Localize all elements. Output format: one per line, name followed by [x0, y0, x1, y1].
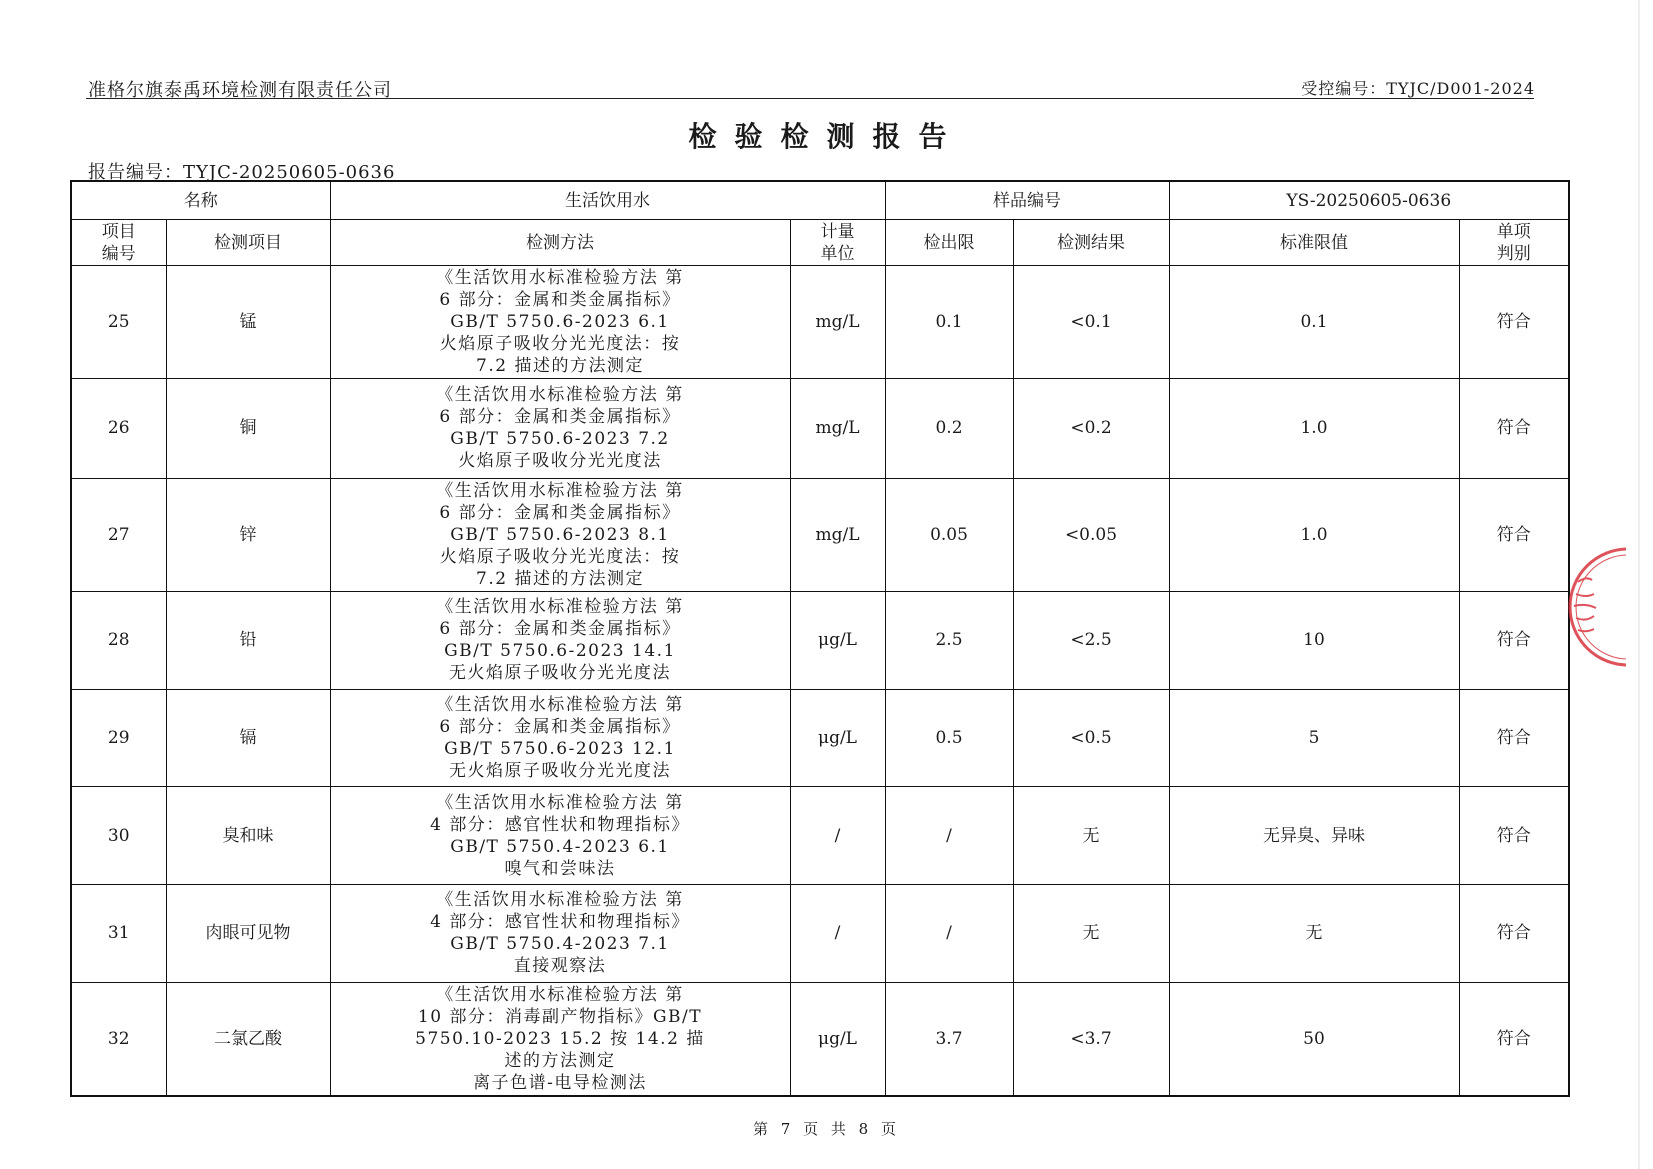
row-standard-limit: 10: [1169, 591, 1459, 689]
row-detection-limit: /: [885, 787, 1013, 885]
row-unit: /: [790, 787, 885, 885]
row-item-no: 32: [71, 982, 166, 1096]
col-result: 检测结果: [1013, 220, 1169, 266]
row-item-name: 锰: [166, 266, 330, 379]
row-item-name: 臭和味: [166, 787, 330, 885]
row-unit: μg/L: [790, 689, 885, 787]
report-title: 检验检测报告: [688, 120, 965, 153]
row-method: 《生活饮用水标准检验方法 第 6 部分：金属和类金属指标》 GB/T 5750.6-2023 7.2 火焰原子吸收分光光度法: [330, 379, 790, 479]
row-item-no: 25: [71, 266, 166, 379]
row-detection-limit: /: [885, 885, 1013, 983]
name-label: 名称: [71, 181, 330, 220]
row-method: 《生活饮用水标准检验方法 第 4 部分：感官性状和物理指标》 GB/T 5750.4-2023 7.1 直接观察法: [330, 885, 790, 983]
col-judge: 单项 判别: [1459, 220, 1569, 266]
row-result: <0.2: [1013, 379, 1169, 479]
col-unit: 计量 单位: [790, 220, 885, 266]
table-row: [71, 266, 1569, 379]
page-edge: [1638, 0, 1640, 1169]
row-detection-limit: 0.2: [885, 379, 1013, 479]
row-unit: mg/L: [790, 266, 885, 379]
row-item-name: 锌: [166, 478, 330, 591]
row-item-no: 31: [71, 885, 166, 983]
row-detection-limit: 2.5: [885, 591, 1013, 689]
row-item-name: 铅: [166, 591, 330, 689]
sample-value: YS-20250605-0636: [1169, 181, 1569, 220]
row-method: 《生活饮用水标准检验方法 第 4 部分：感官性状和物理指标》 GB/T 5750.4-2023 6.1 嗅气和尝味法: [330, 787, 790, 885]
row-standard-limit: 1.0: [1169, 379, 1459, 479]
row-result: <0.5: [1013, 689, 1169, 787]
row-standard-limit: 无异臭、异味: [1169, 787, 1459, 885]
table-row: [71, 787, 1569, 885]
row-judgement: 符合: [1459, 787, 1569, 885]
row-method: 《生活饮用水标准检验方法 第 6 部分：金属和类金属指标》 GB/T 5750.6-2023 8.1 火焰原子吸收分光光度法：按 7.2 描述的方法测定: [330, 478, 790, 591]
row-result: <0.05: [1013, 478, 1169, 591]
column-header-row: [71, 220, 1569, 266]
row-method: 《生活饮用水标准检验方法 第 6 部分：金属和类金属指标》 GB/T 5750.6-2023 6.1 火焰原子吸收分光光度法：按 7.2 描述的方法测定: [330, 266, 790, 379]
col-item: 检测项目: [166, 220, 330, 266]
col-method: 检测方法: [330, 220, 790, 266]
row-judgement: 符合: [1459, 885, 1569, 983]
table-row: [71, 982, 1569, 1096]
row-unit: μg/L: [790, 591, 885, 689]
row-unit: /: [790, 885, 885, 983]
table-row: [71, 689, 1569, 787]
row-detection-limit: 3.7: [885, 982, 1013, 1096]
row-item-no: 27: [71, 478, 166, 591]
row-method: 《生活饮用水标准检验方法 第 6 部分：金属和类金属指标》 GB/T 5750.6-2023 14.1 无火焰原子吸收分光光度法: [330, 591, 790, 689]
row-standard-limit: 0.1: [1169, 266, 1459, 379]
table-row: [71, 885, 1569, 983]
row-method: 《生活饮用水标准检验方法 第 6 部分：金属和类金属指标》 GB/T 5750.6-2023 12.1 无火焰原子吸收分光光度法: [330, 689, 790, 787]
row-judgement: 符合: [1459, 478, 1569, 591]
control-number: 受控编号：TYJC/D001-2024: [1301, 79, 1535, 98]
row-item-no: 26: [71, 379, 166, 479]
info-row: [71, 181, 1569, 220]
company-name: 准格尔旗泰禹环境检测有限责任公司: [88, 80, 392, 101]
row-standard-limit: 无: [1169, 885, 1459, 983]
row-result: <0.1: [1013, 266, 1169, 379]
row-standard-limit: 5: [1169, 689, 1459, 787]
row-unit: μg/L: [790, 982, 885, 1096]
header-rule: [86, 98, 1534, 99]
row-item-no: 28: [71, 591, 166, 689]
row-judgement: 符合: [1459, 982, 1569, 1096]
row-judgement: 符合: [1459, 591, 1569, 689]
row-item-name: 肉眼可见物: [166, 885, 330, 983]
row-result: <2.5: [1013, 591, 1169, 689]
row-standard-limit: 50: [1169, 982, 1459, 1096]
report-number: 报告编号：TYJC-20250605-0636: [88, 162, 396, 183]
row-item-name: 镉: [166, 689, 330, 787]
row-unit: mg/L: [790, 379, 885, 479]
row-judgement: 符合: [1459, 689, 1569, 787]
row-judgement: 符合: [1459, 379, 1569, 479]
page-footer: 第 7 页 共 8 页: [753, 1120, 900, 1138]
sample-label: 样品编号: [885, 181, 1169, 220]
col-standard: 标准限值: [1169, 220, 1459, 266]
table-row: [71, 478, 1569, 591]
row-item-name: 铜: [166, 379, 330, 479]
table-row: [71, 591, 1569, 689]
official-seal: [1556, 542, 1626, 672]
results-table: [70, 180, 1570, 1097]
row-result: 无: [1013, 885, 1169, 983]
row-standard-limit: 1.0: [1169, 478, 1459, 591]
row-judgement: 符合: [1459, 266, 1569, 379]
row-method: 《生活饮用水标准检验方法 第 10 部分：消毒副产物指标》GB/T 5750.10-2023 15.2 按 14.2 描 述的方法测定 离子色谱-电导检测法: [330, 982, 790, 1096]
row-detection-limit: 0.1: [885, 266, 1013, 379]
row-detection-limit: 0.5: [885, 689, 1013, 787]
col-item-no: 项目 编号: [71, 220, 166, 266]
name-value: 生活饮用水: [330, 181, 885, 220]
table-row: [71, 379, 1569, 479]
row-result: 无: [1013, 787, 1169, 885]
row-detection-limit: 0.05: [885, 478, 1013, 591]
row-item-no: 30: [71, 787, 166, 885]
row-item-no: 29: [71, 689, 166, 787]
col-limit: 检出限: [885, 220, 1013, 266]
row-unit: mg/L: [790, 478, 885, 591]
row-result: <3.7: [1013, 982, 1169, 1096]
row-item-name: 二氯乙酸: [166, 982, 330, 1096]
